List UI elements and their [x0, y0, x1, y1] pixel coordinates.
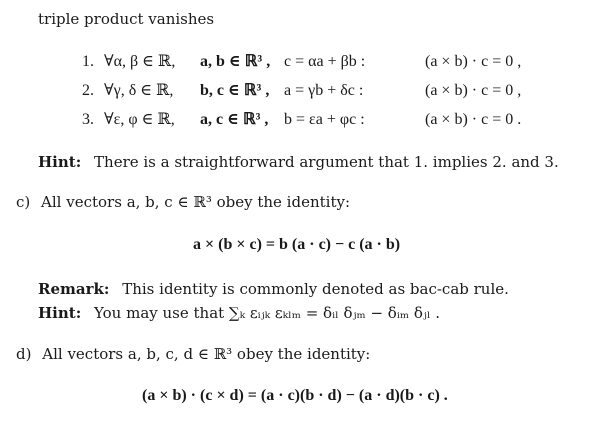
part-c-heading — [16, 193, 350, 211]
condition-quantifier: ∀ε, φ ∈ ℝ, — [104, 111, 175, 128]
part-c-text: All vectors a, b, c ∈ ℝ³ obey the identity: — [41, 193, 350, 211]
condition-result: (a × b) · c = 0 , — [425, 53, 522, 70]
condition-number: 1. — [82, 53, 94, 70]
condition-result: (a × b) · c = 0 , — [425, 82, 522, 99]
hint-1 — [38, 153, 559, 171]
part-c-prefix: c) — [16, 193, 31, 211]
condition-expression: c = αa + βb : — [284, 53, 366, 70]
part-d-heading — [16, 345, 370, 363]
condition-result: (a × b) · c = 0 . — [425, 111, 522, 128]
condition-item-3 — [0, 111, 613, 131]
remark — [38, 280, 509, 298]
part-d-text: All vectors a, b, c, d ∈ ℝ³ obey the identity: — [42, 345, 371, 363]
condition-vectors: a, c ∈ ℝ³ , — [200, 111, 269, 128]
scalar-quadruple-equation: (a × b) · (c × d) = (a · c)(b · d) − (a · d)(b · c) . — [142, 387, 448, 404]
part-d-prefix: d) — [16, 345, 32, 363]
hint-text: There is a straightforward argument that 1. implies 2. and 3. — [94, 153, 559, 171]
hint-text: You may use that ∑ₖ εᵢⱼₖ εₖₗₘ = δᵢₗ δⱼₘ − δᵢₘ δⱼₗ . — [94, 304, 440, 322]
condition-expression: b = εa + φc : — [284, 111, 365, 128]
hint-label: Hint: — [38, 153, 82, 171]
condition-item-1 — [0, 53, 613, 73]
intro-text: triple product vanishes — [38, 10, 215, 28]
bac-cab-equation: a × (b × c) = b (a · c) − c (a · b) — [193, 236, 401, 253]
condition-number: 3. — [82, 111, 94, 128]
condition-vectors: a, b ∈ ℝ³ , — [200, 53, 271, 70]
remark-label: Remark: — [38, 280, 110, 298]
condition-quantifier: ∀γ, δ ∈ ℝ, — [104, 82, 174, 99]
condition-expression: a = γb + δc : — [284, 82, 364, 99]
hint-2 — [38, 304, 440, 322]
condition-vectors: b, c ∈ ℝ³ , — [200, 82, 270, 99]
remark-text: This identity is commonly denoted as bac-cab rule. — [122, 280, 509, 298]
condition-number: 2. — [82, 82, 94, 99]
condition-item-2 — [0, 82, 613, 102]
condition-quantifier: ∀α, β ∈ ℝ, — [104, 53, 176, 70]
hint-label: Hint: — [38, 304, 82, 322]
